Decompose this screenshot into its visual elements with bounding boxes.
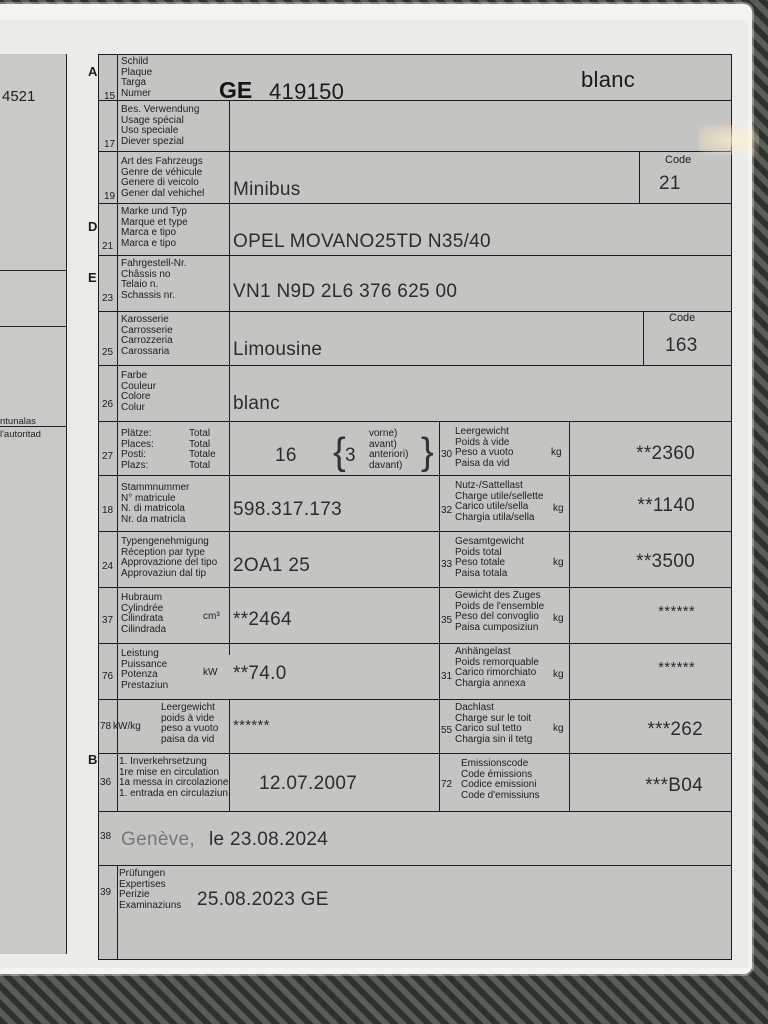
field-78-label: Leergewicht poids à vide peso a vuoto paisa da vid [161, 702, 219, 745]
issue-date-value: le 23.08.2024 [209, 829, 329, 850]
power-value: **74.0 [233, 663, 287, 684]
section-letter-d: D [88, 219, 98, 234]
plate-number: 419150 [269, 79, 345, 104]
field-38-number: 38 [100, 831, 112, 842]
field-24-label: Typengenehmigung Réception par type Approvazione del tipo Approvaziun dal tip [121, 536, 218, 579]
field-36-label: 1. Inverkehrsetzung 1re mise en circulation 1a messa in circolazione 1. entrada en circulaziun [119, 756, 229, 799]
field-25-code-label: Code [669, 312, 696, 324]
field-31-label: Anhängelast Poids remorquable Carico rimorchiato Chargia annexa [455, 646, 539, 689]
field-55-unit: kg [553, 723, 564, 734]
empty-weight-value: **2360 [636, 443, 695, 464]
total-weight-value: **3500 [636, 551, 695, 572]
payload-value: **1140 [637, 495, 695, 516]
inspection-date-value: 25.08.2023 GE [197, 889, 329, 910]
first-registration-value: 12.07.2007 [259, 773, 358, 794]
seats-brace-left: { [333, 431, 346, 473]
field-18-label: Stammnummer N° matricule N. di matricola Nr. da matricla [121, 482, 190, 525]
plate-color: blanc [581, 67, 636, 92]
section-letter-e: E [88, 270, 97, 285]
field-30-unit: kg [551, 447, 562, 458]
plate-canton: GE [219, 77, 253, 103]
field-26-label: Farbe Couleur Colore Colur [121, 370, 157, 413]
field-30-number: 30 [441, 449, 453, 460]
field-39-number: 39 [100, 887, 112, 898]
left-card-note-2: l'autoritad [0, 429, 41, 440]
field-15-label: Schild Plaque Targa Numer [121, 56, 153, 99]
field-72-number: 72 [441, 779, 453, 790]
field-23-label: Fahrgestell-Nr. Châssis no Telaio n. Schassis nr. [121, 258, 187, 301]
field-18-number: 18 [102, 505, 114, 516]
field-55-label: Dachlast Charge sur le toit Carico sul tetto Chargia sin il tetg [455, 702, 533, 745]
body-type-code: 163 [665, 335, 698, 356]
chassis-number-value: VN1 N9D 2L6 376 625 00 [233, 281, 458, 302]
field-39-label: Prüfungen Expertises Perizie Examinaziuns [119, 868, 182, 911]
body-type-value: Limousine [233, 339, 323, 360]
field-19-code-label: Code [665, 154, 692, 166]
field-32-unit: kg [553, 503, 564, 514]
train-weight-value: ****** [658, 603, 695, 620]
left-card-number: 4521 [2, 88, 36, 105]
field-37-unit: cm³ [203, 611, 220, 622]
field-24-number: 24 [102, 561, 114, 572]
field-78-number: 78 [100, 721, 112, 732]
field-76-number: 76 [102, 671, 114, 682]
type-approval-value: 2OA1 25 [233, 555, 311, 576]
section-letter-b: B [88, 752, 98, 767]
field-36-number: 36 [100, 777, 112, 788]
field-23-number: 23 [102, 293, 114, 304]
color-value: blanc [233, 393, 280, 414]
field-35-number: 35 [441, 615, 453, 626]
field-19-number: 19 [104, 191, 116, 202]
field-31-unit: kg [553, 669, 564, 680]
field-35-unit: kg [553, 613, 564, 624]
field-17-label: Bes. Verwendung Usage spécial Uso speciale Diever spezial [121, 104, 200, 147]
field-33-label: Gesamtgewicht Poids total Peso totale Paisa totala [455, 536, 524, 579]
field-37-label: Hubraum Cylindrée Cilindrata Cilindrada [121, 592, 167, 635]
field-76-label: Leistung Puissance Potenza Prestaziun [121, 648, 169, 691]
field-27-label: Plätze: Places: Posti: Plazs: [121, 428, 154, 471]
issue-place-value: Genève, [121, 829, 195, 850]
field-72-label: Emissionscode Code émissions Codice emissioni Code d'emissiuns [461, 758, 540, 801]
seats-total-value: 16 [275, 445, 297, 466]
field-31-number: 31 [441, 671, 453, 682]
registry-number-value: 598.317.173 [233, 499, 342, 520]
field-78-unit: kW/kg [113, 721, 141, 732]
field-25-label: Karosserie Carrosserie Carrozzeria Carossaria [121, 314, 173, 357]
left-card-note-1: ntunalas [0, 416, 36, 427]
field-21-label: Marke und Typ Marque et type Marca e tipo Marca e tipo [121, 206, 188, 249]
light-glare [699, 125, 759, 155]
towing-weight-value: ****** [658, 659, 695, 676]
field-33-number: 33 [441, 559, 453, 570]
field-37-number: 37 [102, 615, 114, 626]
field-27-number: 27 [102, 451, 114, 462]
field-25-number: 25 [102, 347, 114, 358]
left-card-fragment [0, 54, 67, 954]
emission-code-value: ***B04 [645, 775, 703, 796]
data-grid [98, 54, 732, 960]
field-32-number: 32 [441, 505, 453, 516]
section-letter-a: A [88, 64, 98, 79]
seats-front-value: 3 [345, 445, 356, 466]
seats-brace-right: } [421, 431, 434, 473]
make-model-value: OPEL MOVANO25TD N35/40 [233, 231, 491, 252]
field-17-number: 17 [104, 139, 116, 150]
field-55-number: 55 [441, 725, 453, 736]
roof-load-value: ***262 [647, 719, 703, 740]
field-33-unit: kg [553, 557, 564, 568]
field-76-unit: kW [203, 667, 218, 678]
vehicle-type-code: 21 [659, 173, 681, 194]
field-21-number: 21 [102, 241, 114, 252]
seats-front-label: vorne) avant) anteriori) davant) [369, 428, 409, 471]
field-19-label: Art des Fahrzeugs Genre de véhicule Genere di veicolo Gener dal vehichel [121, 156, 205, 199]
field-27-total-label: Total Total Totale Total [189, 428, 216, 471]
registration-card [0, 20, 748, 968]
vehicle-type-value: Minibus [233, 179, 301, 200]
power-weight-value: ****** [233, 717, 270, 734]
displacement-value: **2464 [233, 609, 292, 630]
field-35-label: Gewicht des Zuges Poids de l'ensemble Peso del convoglio Paisa cumposiziun [455, 590, 545, 633]
field-30-label: Leergewicht Poids à vide Peso a vuoto Paisa da vid [455, 426, 514, 469]
field-15-number: 15 [104, 91, 116, 102]
field-26-number: 26 [102, 399, 114, 410]
field-32-label: Nutz-/Sattellast Charge utile/sellette Carico utile/sella Chargia utila/sella [455, 480, 544, 523]
